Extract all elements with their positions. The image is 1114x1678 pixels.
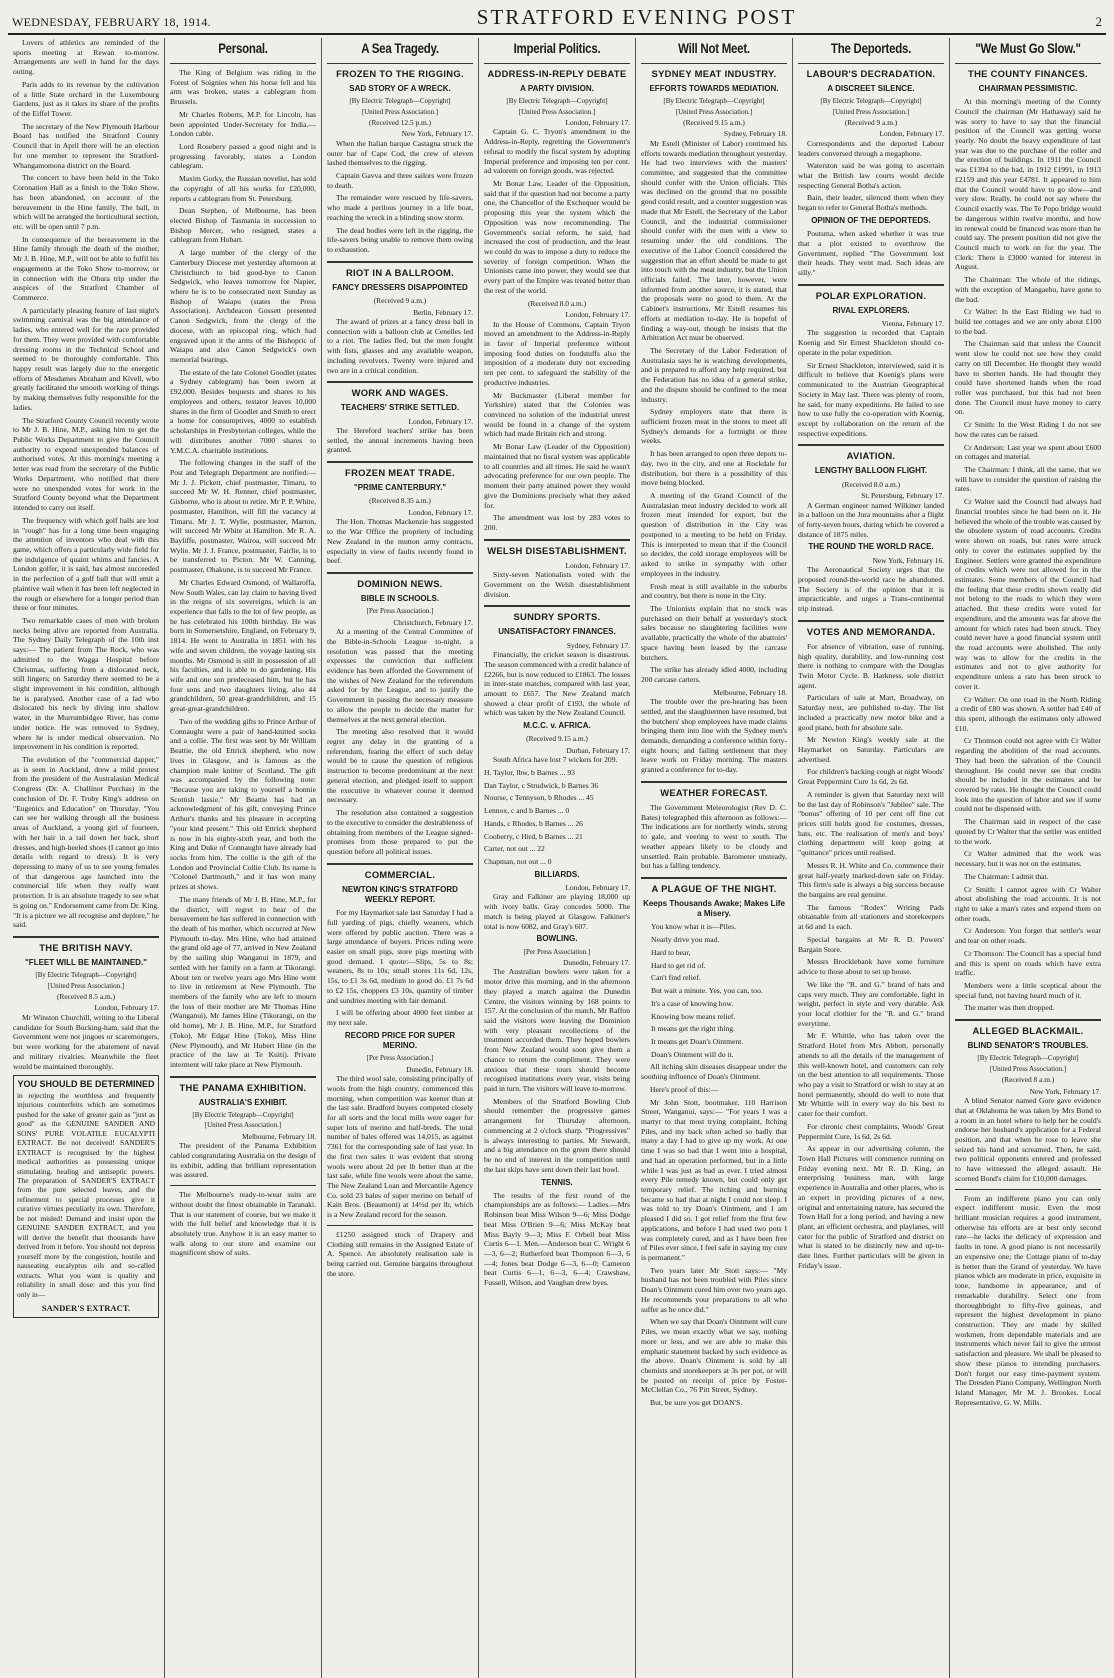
article-body: The Government Meteorologist (Rev D. C. Bates) telegraphed this afternoon as follows:— The indications are for northerly winds, strong to gale, and veering to west to south. The weather appears likely to be cloudy and unsettled. Rain probable. Barometer unsteady, but has a falling tendency. [641, 802, 787, 871]
paragraph: I will be offering about 4000 feet timber at my next sale. [327, 1008, 473, 1028]
issue-date: WEDNESDAY, FEBRUARY 18, 1914. [12, 15, 211, 29]
divider [955, 1019, 1101, 1021]
paragraph: Doan's Ointment will do it. [651, 1049, 734, 1059]
paragraph: Mr Bonar Law (Leader of the Opposition) maintained that no fiscal system was applicable to all countries and all times. He said he wasn't advocating preference for our own people. The moment their party attained power they would give the Dominions precisely what they asked for. [484, 442, 630, 510]
article-paragraphs [484, 127, 630, 295]
press-association-credit: [United Press Association.] [675, 107, 753, 116]
paragraph: Lord Rosebery passed a good night and is progressing favorably, states a London cablegram. [170, 141, 316, 171]
dateline: Melbourne, February 18. [242, 1131, 316, 1141]
press-association-credit: [United Press Association.] [518, 107, 596, 116]
article-paragraphs [327, 139, 473, 255]
page-number: 2 [1095, 14, 1102, 29]
article-subheading: FROZEN TO THE RIGGING. [336, 67, 464, 79]
received-time: (Received 8.0 a.m.) [841, 479, 901, 489]
paragraph: Dan Taylor, c Strudwick, b Barnes 36 [484, 780, 599, 790]
telegraph-credit: [By Electric Telegraph—Copyright] [820, 97, 922, 106]
article-subheading: LABOUR'S DECRADATION. [806, 67, 936, 79]
dateline: London, February 17. [879, 129, 944, 139]
paragraph: A meeting of the Grand Council of the Australasian meat industry decided to work all frozen meat intended for export, but the question of distribution in the City was postponed to a meeting to be held on Friday. This is interpreted to mean that if the Council so decides, the cold storage employees will be asked to strike in sympathy with other employees in the industry. [641, 491, 787, 578]
paragraph: In the House of Commons, Captain Tryon moved an amendment to the Address-in-Reply in favor of Imperial preference without imposing food duties on foodstuffs also the imposition of a moderate duty not exceeding ten per cent. to safeguard the stability of the productive industries. [484, 319, 630, 387]
paragraph: Two of the wedding gifts to Prince Arthur of Connaught were a pair of hand-knitted socks and a collie. The first was sent by Mr William Beattie, the old Ettrick shepherd, who now lives in Glasgow, and is famous as the champion male knitter of Scotland. The gift was accompanied by the following note: "Because you are taking to yourself a bonnie Scottish lassie." Mr Beattie has had an acknowledgment of his gift, conveying Prince Arthur's thanks and his pleasure in accepting "your kind present." This old Ettrick shepherd is now in his eighty-sixth year, and both the King and Duke of Connaught have already had socks from him. The collie is the gift of the London and Provincial Collie Club. Its name is "Colonel Dartmouth," and it has won many prizes at shows. [170, 716, 316, 892]
paragraph: The Australian bowlers were taken for a motor drive this morning, and in the afternoon they played a match against the Dunedin Centre, the visitors winning by 168 points to 157. At the conclusion of the match, Mr Raffon said the visitors were leaving the Dominion with very pleasant recollections of the treatment accorded them. They hoped bowlers from New Zealand would soon give them a chance to return the compliment. They were anxious that these tours should become recognised institutions every year, visits being paid in turn. The visitors will leave to-morrow. [484, 967, 630, 1094]
divider [170, 1076, 316, 1078]
paragraph: The resolution also contained a suggestion to the executive to consider the desirableness of obtaining from members of the League signed-promises from those prepared to put the question before all political issues. [327, 808, 473, 856]
paragraph: Members were a little sceptical about the special fund, not having heard much of it. [955, 980, 1101, 1000]
telegraph-credit: [By Electric Telegraph—Copyright] [192, 1111, 294, 1120]
article-subheading: EFFORTS TOWARDS MEDIATION. [649, 83, 779, 93]
paragraph: The many friends of Mr J. B. Hine, M.P., for the district, will regret to hear of the bereavement he has suffered in connection with the death of his mother, which occurred at New Plymouth to-day. Mrs Hine, who had attained the grand old age of 77, arrived in New Zealand by the sailing ship Wanganui in 1879, and settled with her family on a farm at Tikorangi. About ten or twelve years ago Mrs Hine went to live in retirement at New Plymouth. The members of the family who are left to mourn the loss of their mother are Mr Thomas Hine (Wanganui), Mr James Hine (Tikorangi, on the old home), Mr J. B. Hine, M.P., for Stratford (Toko), Mr Edgar Hine (Toko), Miss Hine (New Plymouth), and Mr Hubert Hine (in the practice of the law at Te Kuiti). Private interment will take place at New Plymouth. [170, 894, 316, 1070]
paragraph: For children's hacking cough at night Woods' Great Peppermint Cure 1s 6d, 2s 6d. [798, 767, 944, 787]
received-time: (Received 8.0 a.m.) [527, 298, 587, 308]
divider [327, 381, 473, 383]
article-subheading: SAD STORY OF A WRECK. [349, 83, 451, 93]
article-body: A blind Senator named Gore gave evidence that at Oklahoma he was taken by Mrs Bond to a room in an hotel where to help her he could's endorse her husband's application for a Federal position, and that when he rose to leave she seized his hand and screamed. Then, he said, two political opponents entered and professed to have witnessed the alleged assault. He scorned Bond's claim for £10,000 damages. [955, 1096, 1101, 1183]
advertisement-heading-plague: A PLAGUE OF THE NIGHT. [651, 882, 777, 894]
dateline: Durban, February 17. [566, 745, 630, 755]
article-paragraphs [327, 908, 473, 1028]
dateline: London, February 17. [565, 117, 630, 127]
paragraph: Members of the Stratford Bowling Club should remember the progressive games arrangement for Thursday afternoon, commencing at 2 o'clock sharp. "Progressives" is always interesting to parties. Mr Stewardt, and a big attendance on the green there should be no end of interest in the competition until the last skips have sent down their last bowl. [484, 1096, 630, 1174]
article-subheading: A PARTY DIVISION. [520, 83, 594, 93]
column-1-paragraphs [13, 38, 159, 930]
column-7 [950, 38, 1106, 1678]
paragraph: When we say that Doan's Ointment will cure Piles, we mean exactly what we say, nothing more or less, and we are able to make this emphatic statement backed by such evidence as the above. Doan's Ointment is sold by all chemists and storekeepers at 3s per pot, or will be posted on receipt of price by Foster-McClellan Co., 76 Pitt Street, Sydney. [641, 1317, 787, 1395]
paragraph: Cooberry, c Hird, b Barnes ... 21 [484, 831, 583, 841]
paragraph: It's a case of knowing how. [651, 998, 734, 1008]
paragraph: Mr Buckmaster (Liberal member for Yorkshire) stated that the Colonies was convinced no solution of the industrial unrest would be found in a change of the system which had made Britain rich and strong. [484, 390, 630, 439]
dateline: Dunedin, February 17. [563, 957, 630, 967]
paragraph: Can't find relief. [651, 973, 701, 983]
paragraph: Cr Smith: In the West Riding I do not see how the rates can be raised. [955, 420, 1101, 439]
paragraph: Maxim Gorky, the Russian novelist, has sold the copyright of all his works for £20,000, reports a cablegram from St. Petersburg. [170, 174, 316, 203]
article-heading-mcc: M.C.C. v. AFRICA. [523, 721, 591, 731]
cricket-scorecard [484, 768, 630, 867]
dateline: New York, February 16. [872, 555, 944, 565]
paragraph: Carter, not out ... 22 [484, 844, 545, 854]
article-heading-panama: THE PANAMA EXHIBITION. [179, 1081, 307, 1093]
divider [327, 63, 473, 64]
section-heading-imperial-politics: Imperial Politics. [513, 40, 601, 56]
article-heading-blackmail: ALLEGED BLACKMAIL. [972, 1025, 1084, 1037]
press-association-credit: [Per Press Association.] [523, 947, 591, 956]
divider [170, 63, 316, 64]
article-paragraphs [798, 139, 944, 213]
paragraph: Hard to get rid of. [651, 960, 706, 970]
article-heading-votes: VOTES AND MEMORANDA. [806, 625, 936, 637]
article-heading-polar: POLAR EXPLORATION. [815, 289, 927, 301]
article-subheading-merino: RECORD PRICE FOR SUPER MERINO. [344, 1030, 456, 1051]
press-association-credit: [Per Press Association.] [366, 1054, 434, 1063]
received-time: (Received 9 a.m.) [373, 296, 427, 306]
received-time: (Received 8 a.m.) [1001, 1075, 1055, 1085]
article-paragraphs [641, 139, 787, 685]
article-body: A German engineer named Wilkiner landed in a balloon on the Jura mountains after a flight of forty-seven hours, during which he covered a distance of 1875 miles. [798, 500, 944, 539]
masthead [8, 6, 1106, 35]
article-paragraphs [484, 320, 630, 533]
paragraph: The frequency with which golf balls are lost in "rough" has for a long time been engaging the attention of inventors who deal with this game, which offers a particularly wide field for the indulgence of quaint whims and fancies. A London golfer, it is said, has almost succeeded in the perfection of a golf ball that will emit a plaintive wail when it has been left neglected in the rough or elsewhere for a longer period than three or four minutes. [13, 515, 159, 613]
paragraph: The evolution of the "commercial dapper," as is seen in Auckland, drew a mild protest from the president of the Australasian Medical Congress (Dr. A. Challinor Purchas) in the conclusion of Dr. F. Truby King's address on "Eugenics and Education" on Thursday. "You can see her walking through all the business areas of Auckland, a young girl of fourteen, with her hair in a tail down her back, short dresses, and high-heeled shoes (I cannot go into details with regard to dress). It is very depressing to many of us to see young females of that dangerous age launched into the commercial life when they really want protection. It is an absolute tragedy to see what is going on." Endorsement came from Dr. King. "It is a picture we all recognise and deplore," he said. [13, 755, 159, 930]
paragraph: A reminder is given that Saturday next will be the last day of Robinson's "Jubilee" sale. The "bonus" offering of 10 per cent off fine cut prices still holds good for costumes, dresses, hats, etc. The realisation of men's and boys' clothing department will keep going at "quittance" prices until realised. [798, 789, 944, 858]
article-subheading: AUSTRALIA'S EXHIBIT. [198, 1097, 288, 1107]
article-paragraphs [798, 328, 944, 438]
article-body: The Hon. Thomas Mackenzie has suggested to the War Office the propriety of including New Zealand in the mutton army contracts, especially in view of faults recently found in beef. [327, 517, 473, 566]
paragraph: Here's proof of this:— [650, 1084, 719, 1094]
telegraph-credit: [By Electric Telegraph—Copyright] [663, 97, 765, 106]
paragraph: For chronic chest complaints, Woods' Great Peppermint Cure, 1s 6d, 2s 6d. [798, 1121, 944, 1141]
dateline: London, February 17. [565, 882, 630, 892]
paragraph: Nourse, c Tennyson, b Rhodes ... 45 [484, 793, 594, 803]
dateline: Berlin, February 17. [413, 307, 473, 317]
column-4 [479, 38, 636, 1678]
paragraph: Fresh meat is still available in the suburbs and country, but there is none in the City. [641, 581, 787, 601]
article-subheading: RIVAL EXPLORERS. [832, 305, 910, 315]
paragraph: Hands, c Rhodes, b Barnes ... 26 [484, 818, 583, 828]
article-heading-sundry-sports: SUNDRY SPORTS. [513, 611, 601, 623]
paragraph: Messrs Brocklebank have some furniture advice to those about to set up house. [798, 957, 944, 977]
paragraph: Mr John Stott, bootmaker, 110 Harrison Street, Wanganui, says:— "For years I was a martyr to that most trying complaint, Itching Piles, and my back often ached so badly that many a day I had to give up my work. At one time I was so bad that I went into a hospital, and had an operation performed, but in a little while I was just as bad as ever. I tried almost every Pile remedy known, but could only get temporary relief. The itching and burning became so bad that at night I could not sleep. I was told to try Doan's Ointment, and I am pleased I did so. I got relief from the first few applications, and before I had used two pots I was completely cured, and as I have been free of Piles ever since, I feel safe in saying my cure is permanent." [641, 1097, 787, 1263]
article-subheading: SYDNEY MEAT INDUSTRY. [651, 67, 777, 79]
column-2-paragraphs [170, 68, 316, 1070]
advertisement-heading: YOU SHOULD BE DETERMINED [17, 1079, 155, 1090]
divider [170, 1185, 316, 1186]
dateline: Melbourne, February 18. [713, 687, 787, 697]
paragraph: But wait a minute. Yes, you can, too. [651, 986, 763, 996]
article-heading-weather: WEATHER FORECAST. [660, 786, 768, 798]
article-body: The third wool sale, consisting principally of wools from the high country, commenced this morning, when competition was keener than at the last sale. Bradford buyers competed closely for all sorts and the local mills were eager for super lots of merino and half-breds. The total number of bales offered was 14,015, as against 7361 for the corresponding sale of last year. In the first two sales it was evident that strong wools were about 2d per lb better than at the last sale, while fine wools were about the same. The New Zealand Loan and Mercantile Agency Co. sold 23 bales of super merino on behalf of Kain Bros. (Beaumont) at 14½d per lb, which is a New Zealand record for the season. [327, 1074, 473, 1220]
article-body: Poutsma, when asked whether it was true that a plot existed to overthrow the Government, replied "The Government lost their heads. They went mad. Such ideas are silly." [798, 229, 944, 278]
advertisement-paragraphs [641, 1062, 787, 1407]
advertisement-body: in rejecting the worthless and frequently injurious counterfeits which are sometimes pushed for the sake of greater gain as "just as good" as the GENUINE SANDER AND SONS' PURE VOLATILE EUCALYPTI EXTRACT. Be not deceived! SANDER'S EXTRACT is recognised by the highest medical authorities as possessing unique stimulating, healing and antiseptic powers. The preparation of SANDER'S EXTRACT from the pure selected leaves, and the refinement to special processes give it curative virtues peculiarly its own. Therefore, be not misled! Demand and insist upon the GENUINE SANDER EXTRACT, and you will derive the benefit that thousands have derived from it before. You should not depress yourself more by the congestion, hostile and nauseating eucalyptus oils and so-called extracts. What you want is quality and reliability in small dose: and this you find only in— [17, 1090, 155, 1299]
article-subheading: A DISCREET SILENCE. [827, 83, 915, 93]
paragraph: Mr Newton King's weekly sale at the Haymarket on Saturday. Particulars are advertised. [798, 735, 944, 764]
paragraph: A particularly pleasing feature of last night's swimming carnival was the big attendance of ladies, who entered well for the race provided for them. They were provided with comfortable dressing rooms in the Technical School and seemed to be thoroughly comfortable. This happy result was largely due to the energetic efforts of Mesdames Abraham and Kivell, who greatly facilitated the smooth working of things by making themselves fully responsible for the ladies. [13, 305, 159, 412]
paragraph: It means get Doan's Ointment. [651, 1036, 744, 1046]
dateline: New York, February 17. [401, 129, 473, 139]
received-time: (Received 9.15 a.m.) [526, 734, 588, 744]
received-time: (Received 9 a.m.) [844, 117, 898, 127]
column-5 [636, 38, 793, 1678]
paragraph: All itching skin diseases disappear under the soothing influence of Doan's Ointment. [641, 1062, 787, 1082]
paragraph: The remainder were rescued by life-savers, who made a perilous journey in a life boat, reaching the wreck in a blinding snow storm. [327, 193, 473, 222]
paragraph: Cr Anderson: You forget that settler's wear and tear on other roads. [955, 926, 1101, 946]
advertisement-spence: £1250 assigned stock of Drapery and Clothing still remains in the Assigned Estate of A. Spence. An absolutely realisation sale is being carried out. Genuine bargains throughout the store. [327, 1229, 473, 1278]
article-heading-bowling: BOWLING. [536, 934, 578, 944]
section-heading-deporteds: The Deporteds. [830, 40, 912, 56]
advertisement-footer: SANDER'S EXTRACT. [41, 1303, 131, 1314]
press-association-credit: [United Press Association.] [47, 981, 125, 990]
article-heading-welsh: WELSH DISESTABLISHMENT. [487, 544, 627, 556]
article-paragraphs [798, 642, 944, 1271]
paragraph: Cr Walter admitted that the work was necessary, but it was not on the estimates. [955, 849, 1101, 869]
divider [798, 284, 944, 286]
paragraph: The concert to have been held in the Toko Coronation Hall as a finish to the Toko Show, has been abandoned, on account of the bereavement in the Hine family. The ball, in which will be arranged the horticultural section, etc. will be open until 7 p.m. [13, 173, 159, 231]
divider [641, 877, 787, 879]
article-subheading: THE COUNTY FINANCES. [968, 67, 1088, 79]
article-body: Gray and Falkiner are playing 18,000 up with ivory balls. Gray concedes 5000. The match is being played at Glasgow. Falkiner's total is now 6082, and Gray's 607. [484, 892, 630, 931]
article-body: The results of the first round of the championships are as follows:— Ladies.—Mrs Robinson beat Miss Wilson 9—6; Miss Dodge beat Miss O'Brien 9—6; Miss McKay beat Miss Bayly 9—3; Miss F. Orbell beat Miss Curtis 6—1. Men.—Anderson beat C. Wright 6—3, 6—2; Rutherford beat Thompson 6—3, 6—4; Jones beat Dodge 6—3, 6—0; Cameron beat Curtis 6—1, 6—3, 6—4; Crawshaw, Fussell, Wilson, and Vaughan drew byes. [484, 1190, 630, 1288]
paragraph: Hard to bear, [651, 947, 691, 957]
section-heading-will-not-meet: Will Not Meet. [678, 40, 750, 56]
article-body: The award of prizes at a fancy dress ball in connection with a balloon club at Cenelles led to a riot. The ladies fled, but the men fought with fists, glasses and any available weapon, including revolvers. Twenty were injured and two are in a critical condition. [327, 317, 473, 375]
dateline: London, February 17. [565, 560, 630, 570]
article-heading-commercial: COMMERCIAL. [364, 868, 436, 880]
paragraph: But, be sure you get DOAN'S. [650, 1398, 743, 1408]
paragraph: The estate of the late Colonel Goodlet (states a Sydney cablegram) has been sworn at £92,000. Besides bequests and shares to his employees and others, testator leaves 10,000 shares in the firm of Goodlet and Smith to erect a home for consumptives, 4000 to establish scholarships in Presbyterian colleges, while the will distributes another 7000 shares to Y.M.C.A. charitable institutions. [170, 367, 316, 455]
paragraph: The Chairman: The whole of the ridings, with the exception of Mangaehu, have gone to the bad. [955, 275, 1101, 304]
paragraph: Correspondents and the deported Labour leaders conversed through a megaphone. [798, 138, 944, 158]
paragraph: Mr Estell (Minister of Labor) continued his efforts towards mediation throughout yesterday. He had two interviews with the masters' committee, and suggested that the committee should confer with the Union officials. This was declined on the ground that no possible good could result, and a counter suggestion was made that Mr Estell, the Secretary of the Labor Council, and the industrial commissioner should confer with the men with a view to resuming under the old conditions. The executive of the Labor Council considered the suggestion that an effort should be made to get into touch with the meat industry, but the Union officials failed. The later, however, were informed from another source, it is stated, that the proposals were no good to them. At the Cabinet's instructions, Mr Estell resumes his efforts at mediation to-day. He is hopeful of finding a way-out, though he insists that the Arbitration Act must be observed. [641, 138, 787, 343]
column-2 [165, 38, 322, 1678]
article-subheading: UNSATISFACTORY FINANCES. [498, 627, 616, 637]
press-association-credit: [Per Press Association.] [366, 607, 434, 616]
section-heading-go-slow: "We Must Go Slow." [975, 40, 1081, 56]
article-heading-opinion: OPINION OF THE DEPORTEDS. [811, 215, 931, 225]
article-subheading: "PRIME CANTERBURY." [353, 483, 447, 493]
article-subheading: TEACHERS' STRIKE SETTLED. [340, 403, 460, 413]
paragraph: The Chairman said that unless the Council went slow he could not see how they could carry on till December. He thought they would have to shorten hands. He had thought they could have shortened hands when the road roller was purchased, but this had not been done. The Council must have money to carry on. [955, 339, 1101, 417]
paragraph: Captain G. C. Tryon's amendment to the Address-in-Reply, regretting the Government's refusal to modify the fiscal system by adopting Imperial preference and imposing ten per cent. ad valorem on foreign goods, was rejected. [484, 127, 630, 176]
article-subheading: "FLEET WILL BE MAINTAINED." [25, 958, 147, 967]
divider [484, 539, 630, 541]
paragraph: Dean Stephen, of Melbourne, has been elected Bishop of Tasmania in succession to Bishop Mercer, who resigned, states a cablegram from Hobart. [170, 206, 316, 245]
paragraph: Sir Ernest Shackleton, interviewed, said it is difficult to believe that Koenig's plans were communicated to the Austrian Geographical Society in May last. There was plenty of room, he said, for many expeditions. He failed to see how to use fully the co-operation with Koenig, except by collaboration on the return of the respective expeditions. [798, 360, 944, 438]
paragraph: The meeting also resolved that it would regret any delay in the granting of a referendum, fearing the effect of such delay would be to cause the question of religious instruction to become predominant at the next general election, and pledged itself to support the executive in whatever course it deemed necessary. [327, 727, 473, 805]
paragraph: Mr Bonar Law, Leader of the Opposition, said that if the question had not become a party one, the Chancellor of the Exchequer would be proposing this year the system which the Opposition was now recommending. The Government's social reform, he said, had increased the cost of production, and the least we could do was to impose a duty to reduce the severity of foreign competition. When the Unionists came into power, they would see that every part of the Empire was treated better than the rest of the world. [484, 179, 630, 295]
paragraph: Mr F. Whittle, who has taken over the Stratford Hotel from Mrs Abbott, personally attends to all the details of the management of this well-known hotel, and customers can rely on the best attention to all requirements. Those who pay a visit to Stratford or wish to stay at an hotel permanently, should do well to note that Mr Whittle will in every way do his best to cater for their comfort. [798, 1031, 944, 1119]
received-time: (Received 8.35 a.m.) [369, 496, 431, 506]
columns [8, 38, 1106, 1678]
paragraph: The Unionists explain that no stock was purchased on their behalf at yesterday's stock sales because no slaughtering facilities were available, practically the whole of the abattoirs' space having been leased by the carcase butchers. [641, 603, 787, 662]
paragraph: When the Italian barque Castagna struck the outer bar of Cape Cod, the crew of eleven lashed themselves to the rigging. [327, 138, 473, 168]
column-6 [793, 38, 950, 1678]
received-time: (Received 12.5 p.m.) [368, 117, 432, 127]
advertisement-verse [641, 922, 787, 1059]
telegraph-credit: [By Electric Telegraph—Copyright] [977, 1054, 1079, 1063]
paragraph: The King of Belgium was riding in the Forest of Soignies when his horse fell and his arm was broken, states a cablegram from Brussels. [170, 67, 316, 107]
article-heading-riot: RIOT IN A BALLROOM. [345, 266, 455, 278]
article-paragraphs [955, 97, 1101, 1013]
press-association-credit: [United Press Association.] [832, 107, 910, 116]
dateline: Christchurch, February 17. [393, 617, 473, 627]
paragraph: Two remarkable cases of men with broken necks being alive are reported from Australia. The Sydney Daily Telegraph of the 10th inst says:— The patient from The Rock, who was admitted to the Wagga Hospital before Christmas, suffering from a dislocated neck, still lingers; on Saturday there seemed to be a slight improvement in his condition, although he is paralysed. Another case of a lad who dislocated his neck by diving into shallow water, in the Murrumbidgee River, has come under notice. He was removed to Sydney, where he is under medical observation. No improvement in his condition is reported. [13, 615, 159, 752]
paragraph: Sydney employers state that there is sufficient frozen meat in the stores to meet all Sydney's demands for a fortnight or three weeks. [641, 407, 787, 446]
paragraph: In consequence of the bereavement in the Hine family through the death of the mother, Mr J. B. Hine, M.P., will not be able to fulfil his engagements at the Toko Show to-morrow, or in connection with the Ohura trip under the auspices of the Stratford Chamber of Commerce. [13, 234, 159, 302]
article-body: South Africa have lost 7 wickets for 209. [493, 755, 618, 765]
paragraph: H. Taylor, lbw, b Barnes ... 93 [484, 767, 575, 777]
divider [327, 572, 473, 574]
article-body: The trouble over the pre-hearing has been settled, and the slaughtermen have resumed, but the butchers' shop employees have made claims bringing them into line with the Sydney men's demands, demanding a conference within forty-eight hours; and failing settlement that they leave work on Friday morning. The masters granted a conference for to-day. [641, 697, 787, 775]
paragraph: At this morning's meeting of the County Council the chairman (Mr Hathaway) said he was sorry to have to say that the financial position of the Council was getting worse yearly. No doubt the heavy expenditure of last year was due to the purchase of the roller and the erection of buildings. In 1911 the Council was £1394 to the bad, in 1912 £1991, in 1913 £2159 and this year £4781. It appeared to him that the Council would have to go slow—and very slow. Really, he could not say where the Council exactly was. The Te Popo bridge would be dangerous within twelve months, and how its renewal could be financed was more than he could say. The present position did not give the Council much to work on for the year. The Clerk: There is £3000 wanted for interest in August. [955, 97, 1101, 272]
advertisement-sanders [13, 1075, 159, 1318]
article-subheading: NEWTON KING'S STRATFORD WEEKLY REPORT. [342, 884, 458, 904]
paragraph: Particulars of sale at Mart, Broadway, on Saturday next, are published to-day. The list included a practically new motor bike and a good piano, both for absolute sale. [798, 693, 944, 732]
paragraph: Bain, their leader, silenced them when they began to refer to General Botha's methods. [798, 193, 944, 213]
divider [641, 63, 787, 64]
divider [798, 63, 944, 64]
paragraph: Lennox, c and b Barnes ... 0 [484, 806, 570, 816]
press-association-credit: [United Press Association.] [361, 107, 439, 116]
article-body: The president of the Panama Exhibition cabled congratulating Australia on the design of its exhibit, adding that brilliant representation was assured. [170, 1141, 316, 1180]
paragraph: A large number of the clergy of the Canterbury Diocese met yesterday afternoon at Christchurch to bid good-bye to Canon Sedgwick, who leaves tomorrow for Napier, where he is to be consecrated next Sunday as Bishop of Waiapu (states the Press Association). Archdeacon Gossett presented Canon Sedgwick, from the clergy of the diocese, with an episcopal ring, which had engraved upon it the arms of the Bishopric of Waiapu and also Canon Sedgwick's own memorial bearings. [170, 248, 316, 365]
dateline: London, February 17. [408, 507, 473, 517]
column-3 [322, 38, 479, 1678]
article-subheading: FANCY DRESSERS DISAPPOINTED [332, 282, 468, 292]
paragraph: The Chairman: I admit that. [964, 871, 1049, 881]
divider [798, 444, 944, 446]
article-body: Financially, the cricket season is disastrous. The season commenced with a credit balance of £2266, but is now reduced to £1863. The losses in inter-state matches, compared with last year, amount to £657. The New Zealand match showed a clear profit of £193, the whole of which was taken by the New Zealand Council. [484, 650, 630, 718]
advertisement-melbourne: The Melbourne's ready-to-wear suits are without doubt the finest obtainable in Taranaki. That is our statement of course, but we make it with the full belief and knowledge that it is absolutely true. Anyhow it is an easy matter to walk along to our store and examine our magnificent show of suits. [170, 1190, 316, 1258]
divider [13, 936, 159, 938]
article-subheading: BIBLE IN SCHOOLS. [360, 594, 440, 604]
dateline: St. Petersburg, February 17. [861, 491, 944, 501]
article-heading-navy: THE BRITISH NAVY. [39, 941, 133, 953]
article-body: The Aeronautical Society urges that the proposed round-the-world race be abandoned. The Society is of the opinion that it is impracticable, and urges a Trans-continental trip instead. [798, 565, 944, 614]
paragraph: The secretary of the New Plymouth Harbour Board has notified the Stratford County Council that in April there will be an election for one member to represent the Stratford-Whangamomona district on the Board. [13, 121, 159, 170]
paragraph: The Chairman: I think, all the same, that we will have to consider the question of raising the rates. [955, 465, 1101, 494]
article-paragraphs [484, 967, 630, 1174]
divider [484, 63, 630, 64]
divider [327, 261, 473, 263]
dateline: Vienna, February 17. [881, 319, 944, 329]
divider [327, 1225, 473, 1226]
paragraph: Lovers of athletics are reminded of the sports meeting at Rewan to-morrow. Arrangements are well in hand for the days outing. [13, 38, 159, 77]
paragraph: For my Haymarket sale last Saturday I had a full yarding of pigs, chiefly weaners, which were offered by public auction. There was a large attendance of buyers. Prices ruling were easier on small pigs, store pigs meeting with good demand. I quote:—Slips, 5s to 8s; weaners, 8s to 10s; small stores 11s 6d, 12s, 15s, to £1 3s 6d, medium to good do. £1 7s 6d to £2 15s, choppers £3 10s, quantity of timber and sundries meeting with fair demand. [327, 908, 473, 1005]
paragraph: Waterston said he was going to ascertain what the British law courts would decide respecting General Botha's action. [798, 161, 944, 190]
article-heading-aviation: AVIATION. [846, 450, 896, 462]
article-heading-dominion: DOMINION NEWS. [357, 578, 443, 589]
dateline: Dunedin, February 18. [406, 1064, 473, 1074]
section-heading-personal: Personal. [218, 40, 268, 56]
dateline: Sydney, February 18. [723, 129, 787, 139]
received-time: (Received 9.15 a.m.) [683, 117, 745, 127]
paragraph: Nearly drive you mad. [651, 935, 720, 945]
paragraph: The famous "Rodex" Writing Pads obtainable from all stationers and storekeepers at 6d and 1s each. [798, 902, 944, 932]
paragraph: The Stratford County Council recently wrote to Mr J. B. Hine, M.P., asking him to get the Public Works Department to give the Council authority to expend unexpended balances of authorised votes. At this morning's meeting a letter was read from the secretary of the Public Works Department, who notified that there were no unexpended votes for work in the Stratford County beyond what the Department intended to carry out itself. [13, 415, 159, 513]
article-heading-meat: FROZEN MEAT TRADE. [345, 467, 455, 479]
paragraph: Mr Charles Edward Osmond, of Wallaroffa, New South Wales, can lay claim to having lived in the reigns of six sovereigns, which is an experience that falls to the lot of few people, as he has celebrated his 100th birthday. He was born in Somersetshire, England, on February 9, 1814. He went to Australia in 1851 with his wife and seven children, the voyage lasting six months. Mr Osmond is still in possession of all his faculties, and is able to do gardening. His wife and one son predeceased him, but he has four sons and two daughters living, also 44 grandchildren, 50 great-grandchildren, and 15 great-great-grandchildren. [170, 577, 316, 714]
advertisement-subheading: Keeps Thousands Awake; Makes Life a Misery. [643, 899, 785, 919]
dateline: London, February 17. [565, 310, 630, 320]
paragraph: Cr Anderson: Last year we spent about £600 on cottages and material. [955, 442, 1101, 462]
paragraph: Messrs R. H. White and Co. commence their great half-yearly marked-down sale on Friday. This firm's sale is always a big success because the bargains are real genuine. [798, 860, 944, 900]
dateline: Sydney, February 17. [566, 640, 630, 650]
paragraph: Knowing how means relief. [651, 1011, 736, 1021]
paragraph: Cr Thomson could not agree with Cr Walter regarding the abolition of the road accounts. They had been the salvation of the Council throughout. He could never see that credits should be included in the estimates and be covered by rates. He thought the Council could look into the question of labor and see if some could not be dispensed with. [955, 736, 1101, 814]
paragraph: Chapman, not out ... 0 [484, 857, 552, 867]
paragraph: Cr Thomson: The Council has a special fund and this is spent on roads which have extra traffic. [955, 948, 1101, 978]
section-heading-sea-tragedy: A Sea Tragedy. [361, 40, 439, 56]
paragraph: As appear in our advertising column, the Town Hall Pictures will commence running on Friday evening next. Mr R. D. King, an enterprising business man, with large experience in Australia and other places, who is an expert in providing pictures of a new, original and entertaining nature, has secured the Town Hall for a long period, and having a new plant, an efficient orchestra, and playlanes, will cater for the public of Stratford and district on what is stated to be distinctly new and up-to-date lines. Further particulars will be given in Friday's issue. [798, 1144, 944, 1270]
paragraph: The strike has already idled 4000, including 200 carcase carters. [641, 665, 787, 684]
paragraph: At a meeting of the Central Committee of the Bible-in-Schools League to-night, a resolution was passed that the meeting expresses the conviction that sufficient evidence has been afforded the Government of the wishes of New Zealand for the referendum asked for by the League, and to justify the Government in passing the necessary measure to allow the people to decide the matter for themselves at the next general election. [327, 627, 473, 724]
article-heading-work: WORK AND WAGES. [351, 387, 449, 399]
paragraph: The Chairman said in respect of the case quoted by Cr Walter that the settler was entitled to the work. [955, 817, 1101, 846]
telegraph-credit: [By Electric Telegraph—Copyright] [35, 971, 137, 980]
divider [955, 63, 1101, 64]
press-association-credit: [United Press Association.] [204, 1121, 282, 1130]
paragraph: Cr Walter: On one road in the North Riding a credit of £80 was shown. A settler had £40 of this spent, although the estimates only allowed £10. [955, 694, 1101, 733]
article-subheading: CHAIRMAN PESSIMISTIC. [978, 83, 1078, 93]
divider [484, 605, 630, 607]
received-time: (Received 8.5 a.m.) [56, 992, 116, 1002]
article-body: Sixty-seven Nationalists voted with the Government on the Welsh disestablishment division. [484, 570, 630, 599]
article-heading-round-the-world: THE ROUND THE WORLD RACE. [808, 542, 934, 552]
article-subheading: ADDRESS-IN-REPLY DEBATE [487, 67, 627, 79]
telegraph-credit: [By Electric Telegraph—Copyright] [349, 97, 451, 106]
paragraph: You know what it is—Piles. [651, 922, 737, 932]
paragraph: The suggestion is recorded that Captain Koenig and Sir Ernest Shackleton should co-operate in the polar expedition. [798, 328, 944, 357]
paragraph: It means get the right thing. [651, 1024, 735, 1034]
divider [327, 863, 473, 865]
newspaper-title: STRATFORD EVENING POST [476, 5, 797, 29]
dateline: London, February 17. [408, 416, 473, 426]
divider [641, 781, 787, 783]
paragraph: Cr Walter: In the East Riding we had to build tee cottages and we are only about £100 to the bad. [955, 307, 1101, 336]
paragraph: For absence of vibration, ease of running, high quality, durability, and low-running cost there is nothing to compare with the Douglas Twin Motor Cycle. B. Harkness, sole district agent. [798, 641, 944, 690]
article-heading-tennis: TENNIS. [541, 1177, 573, 1187]
divider [798, 620, 944, 622]
article-body: Mr Winston Churchill, writing to the Liberal candidate for South Bucking-ham, said that the Government were not jingoes or scaremongers, but were working for the abatement of naval and military rivalries. Meanwhile the fleet would be maintained thoroughly. [13, 1012, 159, 1071]
dateline: London, February 17. [94, 1003, 159, 1013]
paragraph: Captain Gavva and three sailors were frozen to death. [327, 171, 473, 190]
divider [327, 461, 473, 463]
dateline: New York, February 17. [1029, 1086, 1101, 1096]
article-subheading: LENGTHY BALLOON FLIGHT. [814, 466, 928, 476]
paragraph: Mr Charles Roberts, M.P. for Lincoln, has been appointed Under-Secretary for India.—London cable. [170, 109, 316, 139]
paragraph: The amendment was lost by 283 votes to 200. [484, 513, 630, 532]
article-body: The Hereford teachers' strike has been settled, the annual increments having been granted. [327, 426, 473, 455]
paragraph: It has been arranged to open three depots to-day, two in the city, and one at Rockdale for distribution, but there is a possibility of this move being blocked. [641, 449, 787, 488]
paragraph: The following changes in the staff of the Post and Telegraph Department are notified:—Mr J. J. Pickett, chief postmaster, Timaru, to succeed Mr W. H. Renner, chief postmaster, Gisborne, who is about to retire. Mr P. P. White, postmaster, Hamilton, will fill the vacancy at Timaru. Mr J. T. Wylie, postmaster, Marton, will succeed Mr White at Hamilton. Mr R. A. Bayliffe, postmaster, Wairoa, will succeed Mr Wylie. Mr J. J. France, postmaster, Fairlie, is to be transferred to Picton. Mr W. Canning, postmaster, Ohakune, is to succeed Mr France. [170, 458, 316, 575]
paragraph: Two years later Mr Stott says:— "My husband has not been troubled with Piles since Doan's Ointment cured him over two years ago. He recommends your preparations to all who suffer as he once did." [641, 1265, 787, 1314]
paragraph: The matter was then dropped. [964, 1003, 1055, 1013]
paragraph: We like the "R. and G." brand of hats and caps very much. They are comfortable, light in weight, perfect in style and very durable. Ask your local clothier for the "R. and G." brand everytime. [798, 979, 944, 1028]
paragraph: Cr Smith: I cannot agree with Cr Walter about abolishing the road accounts. It is not right to take a man's rates and expend them on other roads. [955, 884, 1101, 923]
column-1 [8, 38, 165, 1678]
advertisement-piano: From an indifferent piano you can only expect indifferent music. Even the most brilliant musician requires a good instrument, otherwise his efforts are at best only second rate—he lacks the delicacy of expression and faults in tone. A good piano is not necessarily an expensive one; the Cottage piano of to-day is better than the Grand of yesterday. We have pianos which are moderate in price, exquisite in tone, handsome in appearance, and of remarkable durability. Select one from thoroughbright to fifty-five guineas, and represent the highest development in piano construction. They are made by skilled workmen, from dependable materials and are instruments which never fail to give the utmost satisfaction and pleasure. We shall be pleased to show these pianos to intending purchasers. Don't forget our easy time-payment system. The Dresden Piano Company, Wellington North Island Manager, Mr M. J. Brookes. Local Representative, G. W. Mills. [955, 1193, 1102, 1407]
article-heading-billiards: BILLIARDS. [534, 869, 580, 879]
press-association-credit: [United Press Association.] [989, 1064, 1067, 1073]
paragraph: The Secretary of the Labor Federation of Australasia says he is watching developments, and is prepared to afford any help required, but the Federation has no idea of a general strike, and the dispute should be confined to the meat industry. [641, 345, 787, 404]
paragraph: The dead bodies were left in the rigging, the life-savers being unable to remove them owing to exhaustion. [327, 225, 473, 255]
paragraph: Paris adds to its revenue by the cultivation of a little State orchard in the Luxembourg Gardens, just as it takes its share of the profits of the Eiffel Tower. [13, 79, 159, 119]
article-paragraphs [327, 627, 473, 857]
paragraph: Special bargains at Mr R. D. Powers' Bargain Store. [798, 934, 944, 954]
article-subheading: BLIND SENATOR'S TROUBLES. [967, 1041, 1089, 1051]
divider [955, 1189, 1101, 1190]
paragraph: Cr Walter said the Council had always had financial troubles since he had been on it. He believed the whole of the trouble was caused by the obsolete system of road accounts. Credits were shown on roads, but rates were struck only to cover the estimates supplied by the Engineer. Settlers were granted the expenditure of credits which were not allowed for in the estimates. Some members of the Council had the feeling that these credits shown really did not belong to the roads to which they were attached. But these credits were voted for expenditure, and the amounts was far above the amount for which rates had been struck. They could never have a good financial system until the road accounts were abolished. The only way was to allow for the credits in the estimates and not to give authority for expenditure unless a rate has been struck to cover it. [955, 497, 1101, 691]
telegraph-credit: [By Electric Telegraph—Copyright] [506, 97, 608, 106]
